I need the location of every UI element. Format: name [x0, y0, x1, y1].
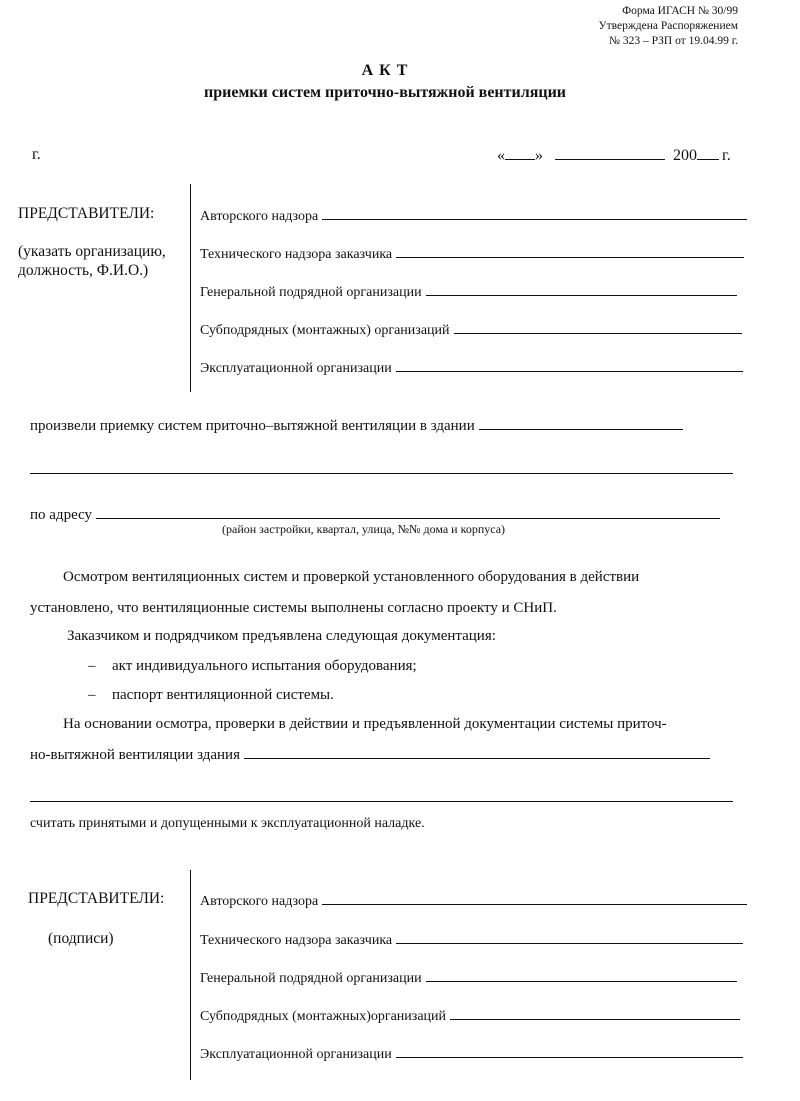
form-reference-note	[598, 4, 738, 49]
list-dash-2: –	[88, 687, 96, 703]
sig-row-subcontractors[interactable]: Субподрядных (монтажных)организаций	[200, 1006, 740, 1025]
signatures-note: (подписи)	[48, 930, 114, 947]
rep-row-blank[interactable]	[396, 358, 743, 372]
signature-blank[interactable]	[426, 968, 737, 982]
list-dash-1: –	[88, 658, 96, 674]
intro-line[interactable]: произвели приемку систем приточно–вытяжной вентиляции в здании	[30, 416, 683, 435]
quote-open: «	[497, 147, 505, 164]
year-blank[interactable]	[697, 146, 719, 160]
quote-close: »	[535, 147, 543, 164]
rep-row-general-contractor[interactable]: Генеральной подрядной организации	[200, 282, 737, 301]
representatives-note-line1: (указать организацию,	[18, 243, 166, 260]
conclusion: считать принятыми и допущенными к эксплуатационной наладке.	[30, 816, 425, 831]
sig-row-author-supervision[interactable]: Авторского надзора	[200, 891, 747, 910]
representatives-heading-top: ПРЕДСТАВИТЕЛИ:	[18, 205, 155, 222]
representatives-heading-bottom: ПРЕДСТАВИТЕЛИ:	[28, 890, 165, 907]
approval-line: Утверждена Распоряжением	[598, 20, 738, 32]
rep-row-blank[interactable]	[396, 244, 744, 258]
paragraph-2: Заказчиком и подрядчиком предъявлена следующая документация:	[67, 628, 496, 644]
sig-row-general-contractor[interactable]: Генеральной подрядной организации	[200, 968, 737, 987]
signature-blank[interactable]	[396, 930, 743, 944]
rep-row-customer-supervision[interactable]: Технического надзора заказчика	[200, 244, 744, 263]
date-field[interactable]	[497, 146, 731, 165]
building-name-blank[interactable]	[244, 745, 710, 759]
rep-row-author-supervision[interactable]: Авторского надзора	[200, 206, 747, 225]
paragraph-3-line-2[interactable]: но-вытяжной вентиляции здания	[30, 745, 710, 764]
form-number: Форма ИГАСН № 30/99	[622, 5, 738, 17]
address-hint: (район застройки, квартал, улица, №№ дома и корпуса)	[222, 522, 506, 536]
city-label: г.	[32, 146, 41, 163]
month-blank[interactable]	[555, 146, 665, 160]
day-blank[interactable]	[505, 146, 535, 160]
representatives-divider-top	[190, 184, 191, 392]
building-name-blank-continued[interactable]	[30, 801, 733, 802]
paragraph-3-line-1: На основании осмотра, проверки в действии и предъявленной документации системы приточ-	[63, 716, 667, 732]
building-blank[interactable]	[479, 416, 683, 430]
sig-row-operating-org[interactable]: Эксплуатационной организации	[200, 1044, 743, 1063]
list-item-1: акт индивидуального испытания оборудования;	[112, 658, 417, 674]
address-line[interactable]: по адресу	[30, 505, 720, 524]
building-blank-continued[interactable]	[30, 473, 733, 474]
rep-row-subcontractors[interactable]: Субподрядных (монтажных) организаций	[200, 320, 742, 339]
signature-blank[interactable]	[450, 1006, 740, 1020]
representatives-note-line2: должность, Ф.И.О.)	[18, 262, 149, 279]
rep-row-blank[interactable]	[454, 320, 742, 334]
document-subtitle: приемки систем приточно-вытяжной вентиляции	[204, 84, 566, 101]
document-title: А К Т	[361, 62, 409, 79]
list-item-2: паспорт вентиляционной системы.	[112, 687, 334, 703]
sig-row-customer-supervision[interactable]: Технического надзора заказчика	[200, 930, 743, 949]
signature-blank[interactable]	[322, 891, 747, 905]
order-number: № 323 – РЗП от 19.04.99 г.	[609, 35, 738, 47]
year-suffix: г.	[722, 147, 731, 164]
rep-row-blank[interactable]	[426, 282, 737, 296]
paragraph-1-line-2: установлено, что вентиляционные системы выполнены согласно проекту и СНиП.	[30, 600, 557, 616]
representatives-divider-bottom	[190, 870, 191, 1080]
address-blank[interactable]	[96, 505, 720, 519]
signature-blank[interactable]	[396, 1044, 743, 1058]
rep-row-blank[interactable]	[322, 206, 747, 220]
year-prefix: 200	[673, 147, 697, 164]
rep-row-operating-org[interactable]: Эксплуатационной организации	[200, 358, 743, 377]
paragraph-1-line-1: Осмотром вентиляционных систем и проверкой установленного оборудования в действии	[63, 569, 640, 585]
